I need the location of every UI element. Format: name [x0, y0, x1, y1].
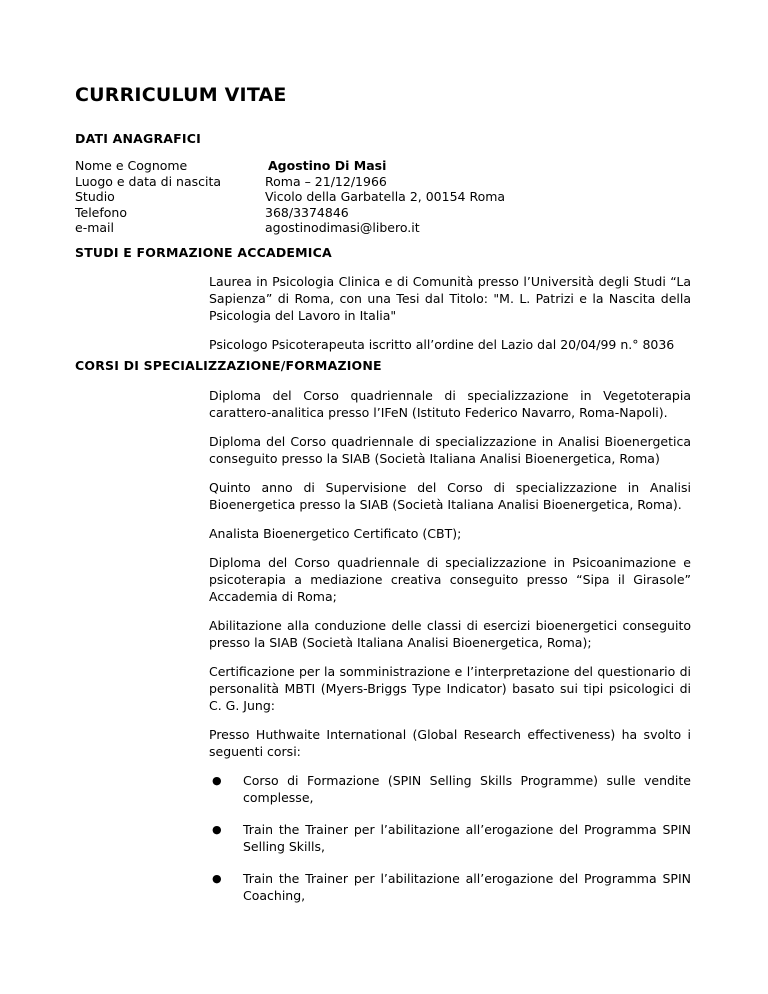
list-item-text: Train the Trainer per l’abilitazione all’erogazione del Programma SPIN Coaching, [243, 871, 691, 903]
course-paragraph: Certificazione per la somministrazione e l’interpretazione del questionario di personalità MBTI (Myers-Briggs Type Indicator) basato sui tipi psicologici di C. G. Jung: [209, 664, 691, 713]
course-paragraph: Analista Bioenergetico Certificato (CBT); [209, 526, 462, 541]
info-value: Roma – 21/12/1966 [265, 173, 387, 189]
info-row-studio [75, 189, 505, 205]
education-content [209, 273, 691, 365]
course-paragraph: Diploma del Corso quadriennale di specializzazione in Vegetoterapia carattero-analitica presso l’IFeN (Istituto Federico Navarro, Roma-Napoli). [209, 388, 691, 420]
list-item [209, 821, 691, 855]
education-paragraph: Psicologo Psicoterapeuta iscritto all’ordine del Lazio dal 20/04/99 n.° 8036 [209, 337, 675, 352]
info-label: e-mail [75, 220, 114, 236]
list-item-text: Corso di Formazione (SPIN Selling Skills Programme) sulle vendite complesse, [243, 773, 691, 805]
info-value: Vicolo della Garbatella 2, 00154 Roma [265, 189, 506, 205]
bullet-icon: ● [212, 823, 222, 836]
course-paragraph: Abilitazione alla conduzione delle classi di esercizi bioenergetici conseguito presso la SIAB (Società Italiana Analisi Bioenergetica, Roma); [209, 618, 691, 650]
course-paragraph: Presso Huthwaite International (Global Research effectiveness) ha svolto i seguenti corsi: [209, 727, 691, 759]
list-item [209, 772, 691, 806]
document-title: CURRICULUM VITAE [75, 84, 287, 106]
info-label: Nome e Cognome [75, 158, 188, 173]
email-link[interactable]: agostinodimasi@libero.it [265, 220, 420, 236]
info-label: Luogo e data di nascita [75, 173, 222, 189]
info-row-name [75, 158, 505, 174]
section-heading-courses: CORSI DI SPECIALIZZAZIONE/FORMAZIONE [75, 358, 382, 373]
info-row-birth [75, 174, 505, 190]
courses-content [209, 387, 691, 919]
course-paragraph: Quinto anno di Supervisione del Corso di specializzazione in Analisi Bioenergetica presso la SIAB (Società Italiana Analisi Bioenergetica, Roma). [209, 480, 691, 512]
course-paragraph: Diploma del Corso quadriennale di specializzazione in Analisi Bioenergetica conseguito presso la SIAB (Società Italiana Analisi Bioenergetica, Roma) [209, 434, 691, 466]
info-row-email [75, 220, 505, 236]
info-label: Studio [75, 189, 115, 205]
bullet-icon: ● [212, 774, 222, 787]
education-paragraph: Laurea in Psicologia Clinica e di Comunità presso l’Università degli Studi “La Sapienza” di Roma, con una Tesi dal Titolo: "M. L. Patrizi e la Nascita della Psicologia del Lavoro in Italia" [209, 274, 691, 323]
course-paragraph: Diploma del Corso quadriennale di specializzazione in Psicoanimazione e psicoterapia a mediazione creativa conseguito presso “Sipa il Girasole” Accademia di Roma; [209, 555, 691, 604]
info-label: Telefono [75, 204, 127, 220]
info-value: 368/3374846 [265, 204, 349, 220]
bullet-icon: ● [212, 872, 222, 885]
info-row-phone [75, 205, 505, 221]
list-item-text: Train the Trainer per l’abilitazione all’erogazione del Programma SPIN Selling Skills, [243, 822, 691, 854]
personal-info-table [75, 158, 505, 236]
section-heading-education: STUDI E FORMAZIONE ACCADEMICA [75, 245, 332, 260]
section-heading-personal: DATI ANAGRAFICI [75, 131, 201, 146]
course-bullet-list [209, 772, 691, 904]
info-value: Agostino Di Masi [268, 158, 387, 173]
list-item [209, 870, 691, 904]
